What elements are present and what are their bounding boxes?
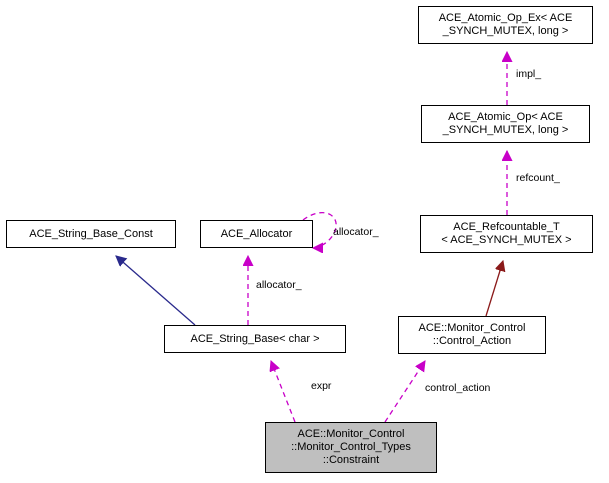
node-label-line: ACE_String_Base_Const bbox=[29, 227, 153, 240]
edge-label-control-action: control_action bbox=[425, 382, 491, 394]
edge-label-expr: expr bbox=[311, 380, 332, 392]
node-label-line: _SYNCH_MUTEX, long > bbox=[442, 124, 569, 136]
node-label-line: ACE_Refcountable_T bbox=[453, 221, 560, 233]
node-label-line: ACE::Monitor_Control bbox=[418, 322, 526, 334]
edge-inherit-refcountable bbox=[486, 261, 503, 316]
node-ace-allocator[interactable] bbox=[200, 220, 313, 248]
node-ace-monitor-control-constraint[interactable] bbox=[265, 422, 437, 473]
node-label-line: ACE_Allocator bbox=[220, 227, 293, 240]
node-label-line: _SYNCH_MUTEX, long > bbox=[442, 25, 569, 37]
edge-label-refcount: refcount_ bbox=[516, 172, 560, 184]
edge-label-allocator: allocator_ bbox=[256, 279, 302, 291]
node-label-line: ::Monitor_Control_Types bbox=[291, 441, 411, 453]
edge-label-impl: impl_ bbox=[516, 68, 542, 80]
edge-expr bbox=[271, 361, 295, 422]
node-label-line: ACE_String_Base< char > bbox=[190, 332, 320, 345]
node-label-line: ::Constraint bbox=[322, 454, 380, 466]
node-label-line: ACE_Atomic_Op< ACE bbox=[448, 111, 563, 123]
node-label-line: ACE::Monitor_Control bbox=[297, 428, 405, 440]
node-ace-string-base-const[interactable] bbox=[6, 220, 176, 248]
node-ace-atomic-op[interactable] bbox=[421, 105, 590, 143]
node-label-line: ACE_Atomic_Op_Ex< ACE bbox=[438, 12, 573, 24]
node-label-line: ::Control_Action bbox=[432, 335, 512, 347]
edge-label-allocator-self: allocator_ bbox=[333, 226, 379, 238]
edge-inherit-string-base-const bbox=[116, 256, 195, 325]
node-ace-monitor-control-action[interactable] bbox=[398, 316, 546, 354]
node-ace-atomic-op-ex[interactable] bbox=[418, 6, 593, 44]
edge-control-action bbox=[385, 361, 425, 422]
node-ace-string-base-char[interactable] bbox=[164, 325, 346, 353]
node-ace-refcountable-t[interactable] bbox=[420, 215, 593, 253]
node-label-line: < ACE_SYNCH_MUTEX > bbox=[441, 234, 572, 246]
